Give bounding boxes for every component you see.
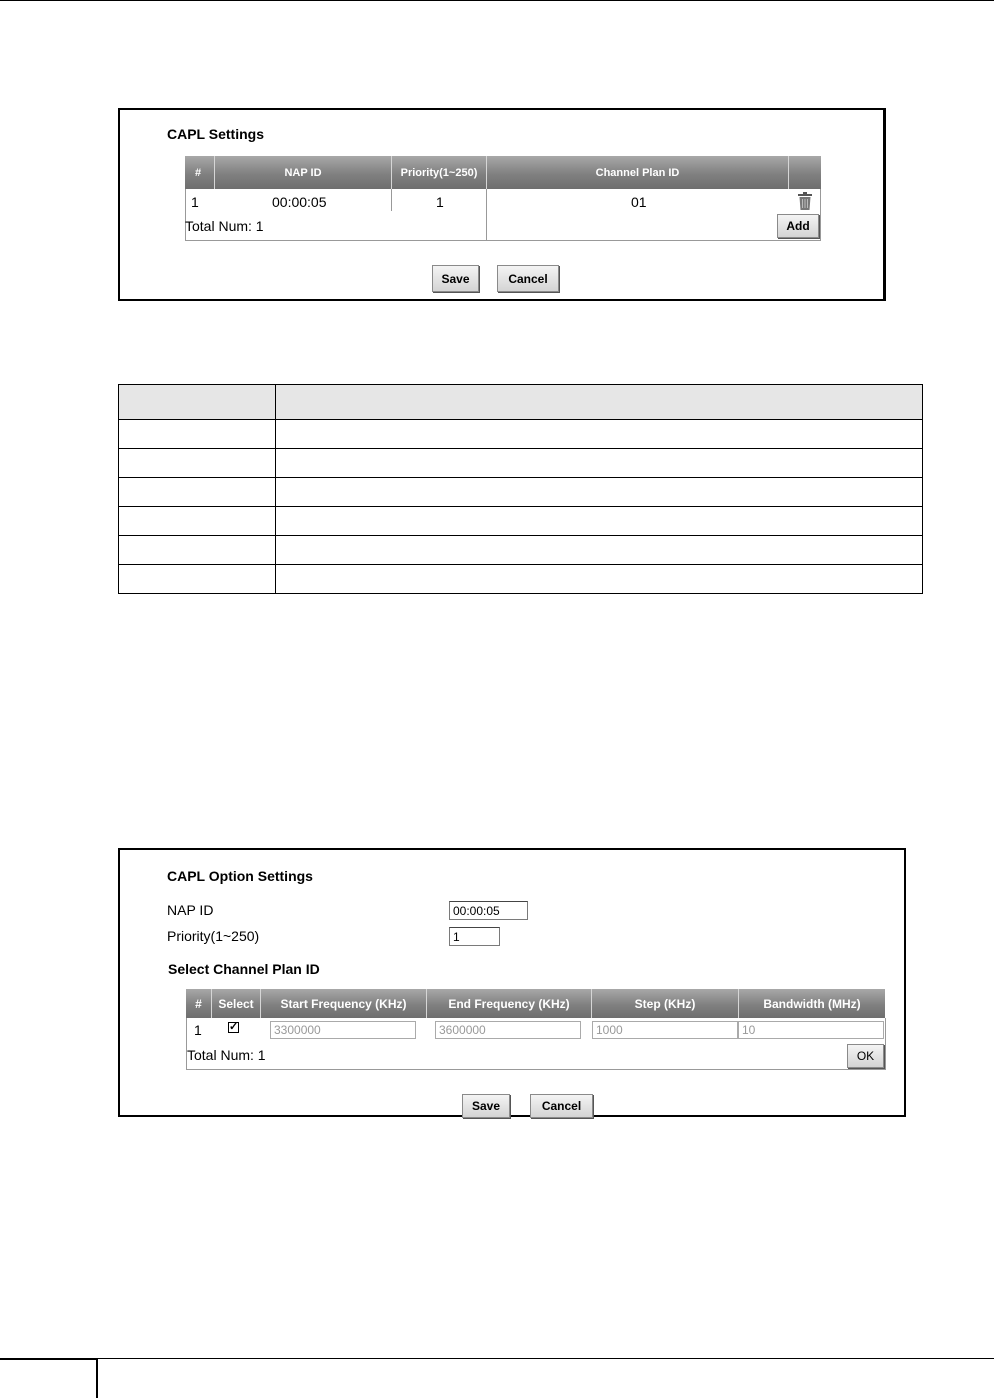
- end-frequency-input[interactable]: 3600000: [435, 1021, 581, 1039]
- table-row: [119, 478, 923, 507]
- table-bottom-border: [185, 240, 821, 241]
- capl-option-settings-panel: [118, 848, 906, 1117]
- trash-icon[interactable]: [798, 192, 812, 210]
- nap-id-label: NAP ID: [167, 902, 214, 918]
- capl-table-header: [185, 156, 821, 189]
- field-description-table: [118, 384, 923, 594]
- capl-settings-title: CAPL Settings: [167, 126, 264, 142]
- priority-input[interactable]: 1: [449, 927, 500, 946]
- save-button[interactable]: Save: [432, 265, 479, 292]
- cancel-button[interactable]: Cancel: [530, 1094, 593, 1118]
- table-row: [119, 507, 923, 536]
- table-row: [119, 565, 923, 594]
- start-frequency-input[interactable]: 3300000: [270, 1021, 416, 1039]
- cancel-button[interactable]: Cancel: [497, 265, 559, 292]
- col-action-header: [789, 156, 821, 189]
- save-button[interactable]: Save: [462, 1094, 510, 1118]
- col-bandwidth-header: Bandwidth (MHz): [763, 996, 861, 1011]
- table-divider: [391, 189, 392, 211]
- row-channel-plan-id: 01: [631, 194, 647, 210]
- checkmark-icon: ✓: [229, 1021, 239, 1033]
- priority-label: Priority(1~250): [167, 928, 260, 944]
- ok-button[interactable]: OK: [847, 1044, 884, 1068]
- page-top-rule: [0, 0, 994, 1]
- col-index-header: #: [186, 989, 212, 1018]
- select-checkbox[interactable]: [228, 1022, 239, 1033]
- row-index: 1: [191, 194, 199, 210]
- bandwidth-input[interactable]: 10: [738, 1021, 884, 1039]
- table-row: [119, 420, 923, 449]
- row-index: 1: [194, 1022, 202, 1038]
- col-start-frequency-header: Start Frequency (KHz): [261, 989, 427, 1018]
- add-button[interactable]: Add: [777, 214, 819, 238]
- select-channel-plan-title: Select Channel Plan ID: [168, 961, 320, 977]
- table-right-border: [820, 189, 821, 241]
- total-num: Total Num: 1: [187, 1047, 266, 1063]
- capl-settings-panel: [118, 108, 886, 301]
- col-index-header: #: [185, 156, 215, 189]
- nap-id-input[interactable]: 00:00:05: [449, 901, 528, 920]
- table-header-row: [119, 385, 923, 420]
- col-select-header: Select: [212, 989, 261, 1018]
- step-input[interactable]: 1000: [592, 1021, 738, 1039]
- col-nap-id-header: NAP ID: [215, 156, 392, 189]
- total-num: Total Num: 1: [185, 218, 264, 234]
- col-end-frequency-header: End Frequency (KHz): [427, 989, 592, 1018]
- col-priority-header: Priority(1~250): [392, 156, 487, 189]
- page-number-box: [0, 1358, 98, 1398]
- row-nap-id: 00:00:05: [272, 194, 327, 210]
- capl-option-title: CAPL Option Settings: [167, 868, 313, 884]
- table-right-border: [885, 1018, 886, 1070]
- row-priority: 1: [436, 194, 444, 210]
- table-divider: [486, 189, 487, 241]
- channel-plan-table-header: [186, 989, 885, 1018]
- table-bottom-border: [186, 1069, 886, 1070]
- table-row: [119, 536, 923, 565]
- col-channel-plan-header: Channel Plan ID: [487, 156, 789, 189]
- col-step-header: Step (KHz): [592, 989, 739, 1018]
- table-row: [119, 449, 923, 478]
- footer-rule: [98, 1358, 994, 1359]
